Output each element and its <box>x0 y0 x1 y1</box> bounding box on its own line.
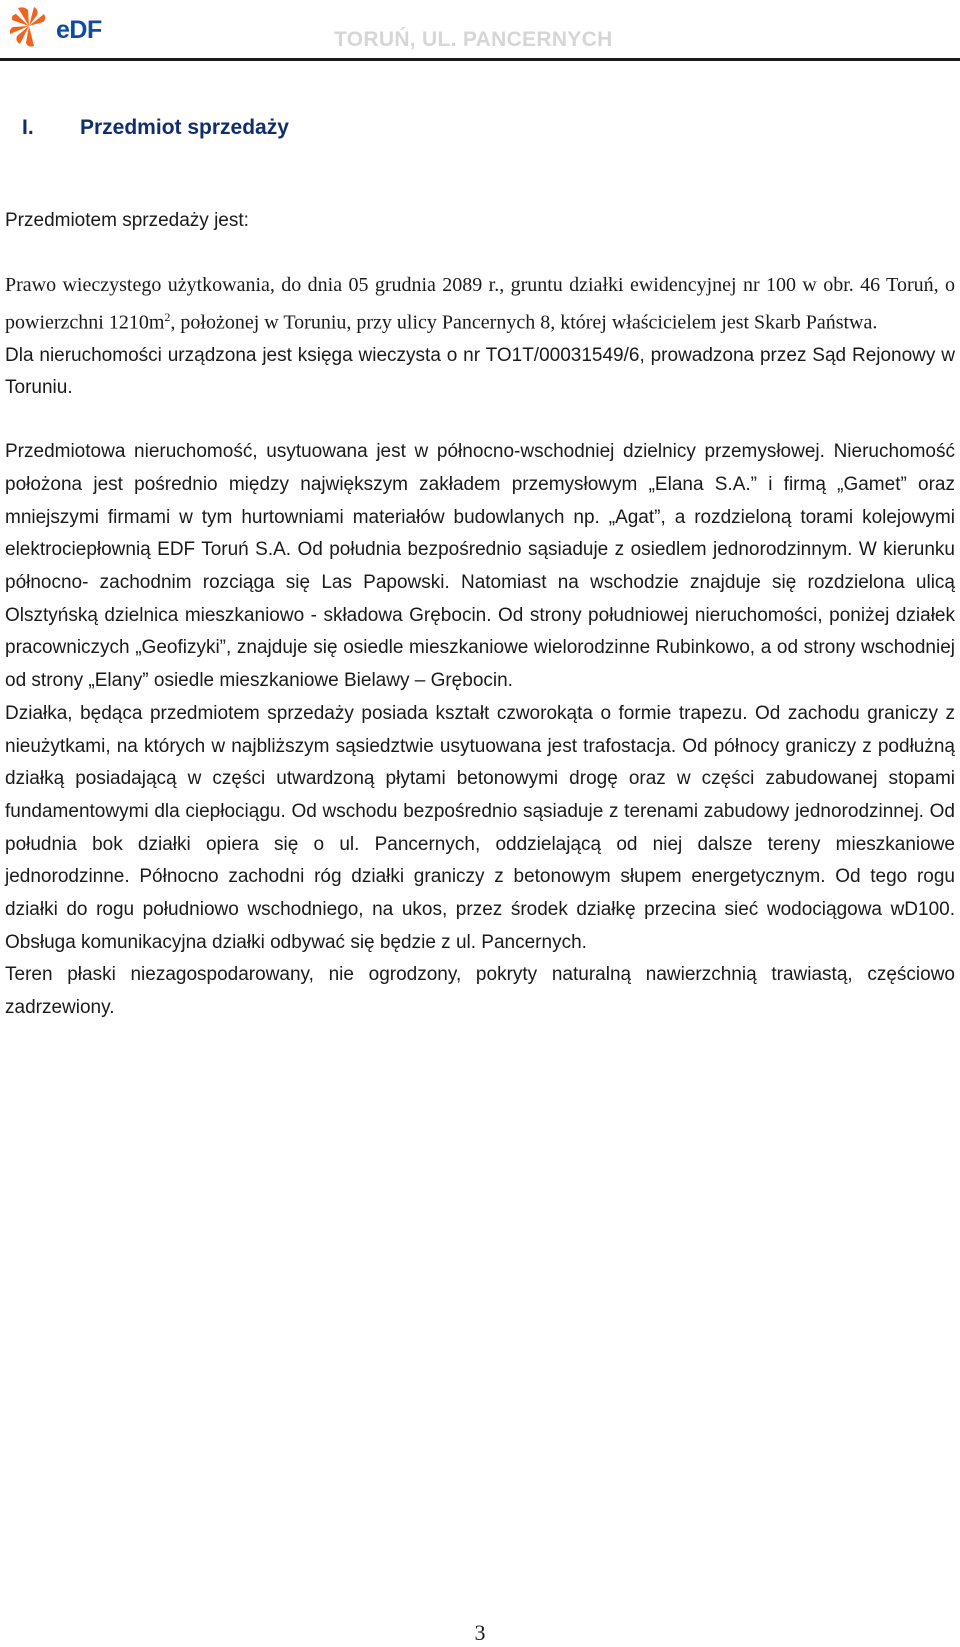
spacer <box>5 238 955 269</box>
paragraph-plot-description: Działka, będąca przedmiotem sprzedaży posiada kształt czworokąta o formie trapezu. Od zachodu graniczy z nieużytkami, na których w najbliższym sąsiedztwie usytuowana jest trafostacja. Od północy graniczy z podłużną działką posiadającą w części utwardzoną płytami betonowymi drogę oraz w części zabudowanej stopami fundamentowymi dla ciepłociągu. Od wschodu bezpośrednio sąsiaduje z terenami zabudowy jednorodzinnej. Od południa bok działki opiera się o ul. Pancernych, oddzielającą od niej dalsze tereny mieszkaniowe jednorodzinne. Północno zachodni róg działki graniczy z betonowym słupem energetycznym. Od tego rogu działki do rogu południowo wschodniego, na ukos, przez środek działkę przecina sieć wodociągowa wD100. Obsługa komunikacyjna działki odbywać się będzie z ul. Pancernych. <box>5 702 955 953</box>
paragraph-terrain: Teren płaski niezagospodarowany, nie ogrodzony, pokryty naturalną nawierzchnią trawiastą, częściowo zadrzewiony. <box>5 964 955 1019</box>
paragraph-rights-part1: Prawo wieczystego użytkowania, do dnia 05 grudnia 2089 r., gruntu działki ewidencyjnej nr 100 w obr. 46 Toruń, o powierzchni 1210m <box>5 273 955 335</box>
logo-wordmark: eDF <box>56 16 102 44</box>
area-unit-superscript: 2 <box>164 310 171 325</box>
section-title: Przedmiot sprzedaży <box>80 116 289 139</box>
page-number: 3 <box>474 1620 486 1645</box>
spacer <box>5 405 955 436</box>
section-heading <box>22 116 289 140</box>
section-number: I. <box>22 116 34 139</box>
document-body <box>5 205 955 1025</box>
paragraph-rights <box>5 269 955 340</box>
paragraph-location: Przedmiotowa nieruchomość, usytuowana jest w północno-wschodniej dzielnicy przemysłowej. Nieruchomość położona jest pośrednio między największym zakładem przemysłowym „Elana S.A.” i firmą „Gamet” oraz mniejszymi firmami w tym hurtowniami materiałów budowlanych np. „Agat”, a rozdzieloną torami kolejowymi elektrociepłownią EDF Toruń S.A. Od południa bezpośrednio sąsiaduje z osiedlem jednorodzinnym. W kierunku północno- zachodnim rozciąga się Las Papowski. Natomiast na wschodzie znajduje się rozdzielona ulicą Olsztyńską dzielnica mieszkaniowo - składowa Grębocin. Od strony południowej nieruchomości, poniżej działek pracowniczych „Geofizyki”, znajduje się osiedle mieszkaniowe wielorodzinne Rubinkowo, a od strony wschodniej od strony „Elany” osiedle mieszkaniowe Bielawy – Grębocin. <box>5 441 955 692</box>
paragraph-rights-part2: , położonej w Toruniu, przy ulicy Pancernych 8, której właścicielem jest Skarb Państwa. <box>170 312 878 335</box>
paragraph-land-register: Dla nieruchomości urządzona jest księga wieczysta o nr TO1T/00031549/6, prowadzona przez Sąd Rejonowy w Toruniu. <box>5 344 955 399</box>
edf-sun-icon <box>8 4 54 50</box>
page-header <box>0 0 960 62</box>
header-divider <box>0 58 960 61</box>
intro-paragraph: Przedmiotem sprzedaży jest: <box>5 210 249 231</box>
header-title: TORUŃ, UL. PANCERNYCH <box>334 28 613 51</box>
edf-logo <box>8 4 108 50</box>
